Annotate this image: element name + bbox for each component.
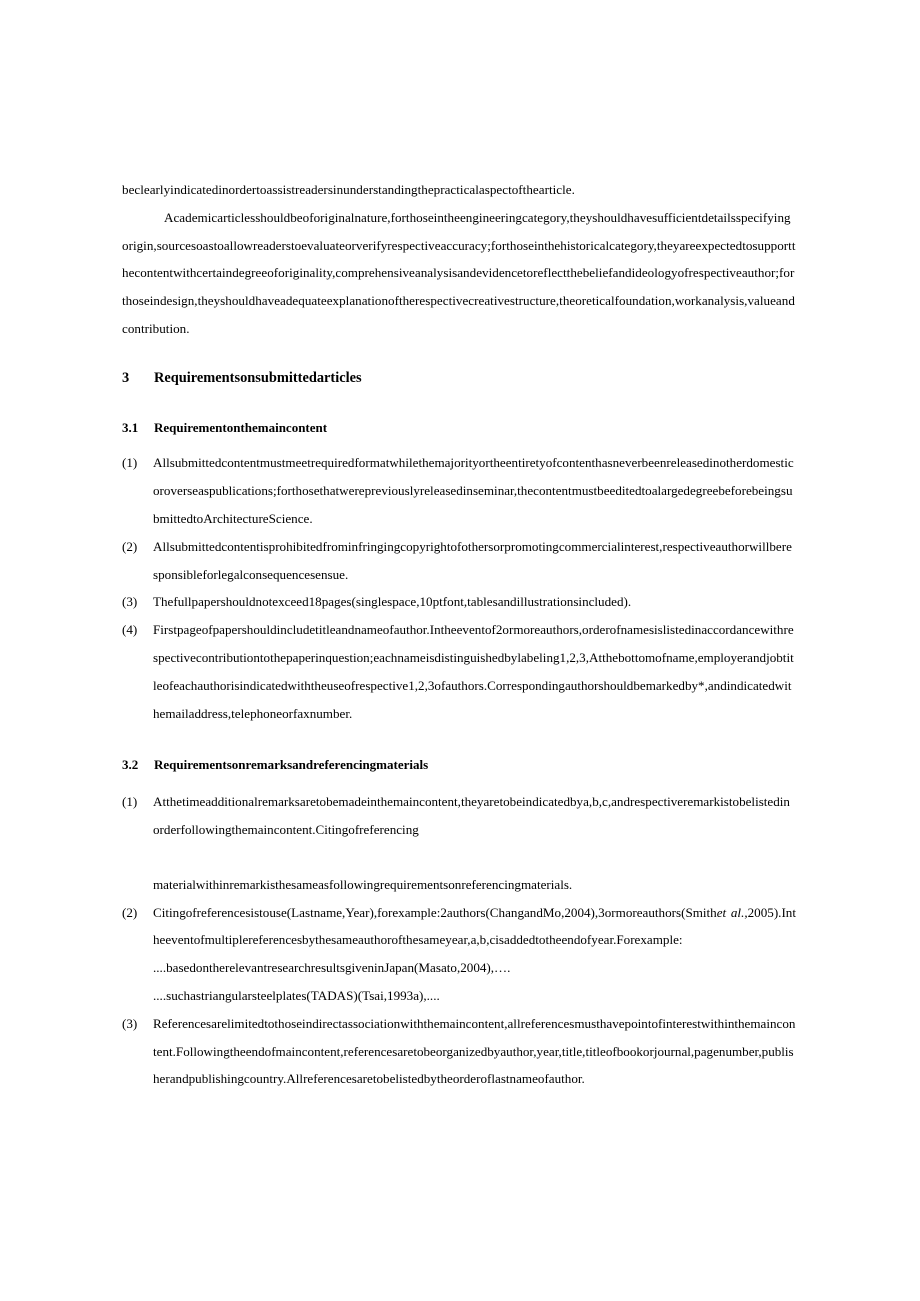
- list-item: [122, 588, 796, 616]
- citation-et-al-italic: et al.,: [716, 904, 748, 920]
- list-item-marker: (2): [122, 538, 138, 554]
- list-item-marker: (4): [122, 622, 138, 638]
- list-item-text: [153, 899, 796, 955]
- page-content: [122, 176, 796, 1093]
- heading-section-3-2: [122, 727, 796, 788]
- list-item-text: Allsubmittedcontentisprohibitedfrominfringingcopyrightofothersorpromotingcommercialinterest,respectiveauthorwillberesponsibleforlegalconsequencesensue.: [153, 538, 792, 582]
- citation-text-before: Citingofreferencesistouse(Lastname,Year),forexample:2authors(ChangandMo,2004),3ormoreauthors(Smith: [153, 904, 717, 920]
- list-section-3-2: [122, 788, 796, 1093]
- list-item-text: Referencesarelimitedtothoseindirectassociationwiththemaincontent,allreferencesmusthavepointofinterestwithinthemaincontent.Followingtheendofmaincontent,referencesaretobeorganizedbyauthor,year,title,titleofbookorjournal,pagenumber,publisherandpublishingcountry.Allreferencesaretobelistedbytheorderoflastnameofauthor.: [153, 1015, 796, 1087]
- list-item: [122, 533, 796, 589]
- heading-section-3-2-number: 3.2: [122, 757, 139, 773]
- paragraph-continued: beclearlyindicatedinordertoassistreadersinunderstandingthepracticalaspectofthearticle.: [122, 182, 575, 197]
- list-item: [122, 616, 796, 727]
- list-item-continuation: materialwithinremarkisthesameasfollowingrequirementsonreferencingmaterials.: [153, 876, 573, 892]
- citation-example-1: ....basedontherelevantresearchresultsgiveninJapan(Masato,2004),….: [153, 960, 511, 976]
- list-item-text: Allsubmittedcontentmustmeetrequiredformatwhilethemajorityortheentiretyofcontenthasneverbeenreleasedinotherdomesticoroverseaspublications;forthosethatwerepreviouslyreleasedinseminar,thecontentmustbeeditedtoalargedegreebeforebeingsubmittedtoArchitectureScience.: [153, 455, 794, 526]
- list-item-text: Atthetimeadditionalremarksaretobemadeinthemaincontent,theyaretobeindicatedbya,b,c,andrespectiveremarkistobelistedinorderfollowingthemaincontent.Citingofreferencing: [153, 794, 790, 837]
- citation-text-after: 2005).Intheeventofmultiplereferencesbythesameauthorofthesameyear,a,b,cisaddedtotheendofyear.Forexample:: [153, 904, 796, 948]
- list-item: [122, 1010, 796, 1093]
- citation-example-2: ....suchastriangularsteelplates(TADAS)(Tsai,1993a),....: [153, 987, 440, 1003]
- heading-section-3-title: Requirementsonsubmittedarticles: [154, 369, 362, 386]
- list-item-marker: (1): [122, 794, 138, 810]
- list-item-text: Thefullpapershouldnotexceed18pages(singlespace,10ptfont,tablesandillustrationsincluded).: [153, 594, 632, 610]
- list-item-marker: (3): [122, 594, 138, 610]
- list-item-marker: (1): [122, 455, 138, 471]
- heading-section-3: [122, 343, 796, 404]
- list-item-marker: (2): [122, 904, 138, 920]
- list-item: [122, 788, 796, 844]
- heading-section-3-1-title: Requirementonthemaincontent: [154, 419, 328, 435]
- list-item: [122, 899, 796, 955]
- paragraph-academic-articles: Academicarticlesshouldbeoforiginalnature,forthoseintheengineeringcategory,theyshouldhavesufficientdetailsspecifyingorigin,sourcesoastoallowreaderstoevaluateorverifyrespectiveaccuracy;forthoseinthehistoricalcategory,theyareexpectedtosupportthecontentwithcertaindegreeoforiginality,comprehensiveanalysisandevidencetoreflectthebeliefandideologyofrespectiveauthor;forthoseindesign,theyshouldhaveadequateexplanationoftherespectivecreativestructure,theoreticalfoundation,workanalysis,valueandcontribution.: [122, 209, 796, 336]
- list-item-marker: (3): [122, 1015, 138, 1031]
- heading-section-3-number: 3: [122, 369, 130, 386]
- heading-section-3-1: [122, 404, 796, 450]
- list-section-3-1: [122, 449, 796, 727]
- list-item: [122, 449, 796, 532]
- heading-section-3-1-number: 3.1: [122, 419, 139, 435]
- heading-section-3-2-title: Requirementsonremarksandreferencingmaterials: [154, 757, 429, 773]
- list-item-text: Firstpageofpapershouldincludetitleandnameofauthor.Intheeventof2ormoreauthors,orderofnamesislistedinaccordancewithrespectivecontributiontothepaperinquestion;eachnameisdistinguishedbylabeling1,2,3,Atthebottomofname,employerandjobtitleofeachauthorisindicatedwiththeuseofrespective1,2,3ofauthors.Correspondingauthorshouldbemarkedby*,andindicatedwithemailaddress,telephoneorfaxnumber.: [153, 622, 794, 721]
